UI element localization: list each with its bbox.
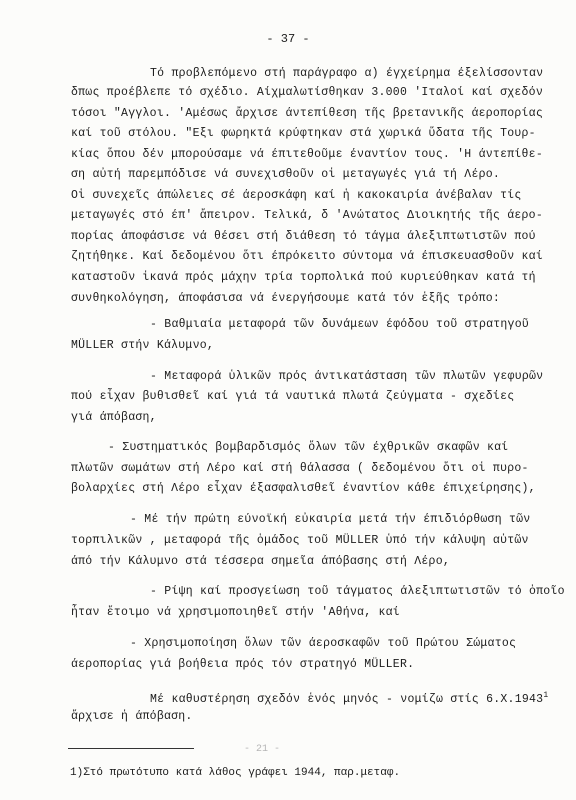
text-line-content: Μέ καθυστέρηση σχεδόν ἑνός μηνός - νομίζω στίς 6.Χ.1943 — [150, 692, 544, 706]
text-line: πορίας άποφάσισε νά θέσει στή διάθεση τό τάγμα άλεξιπτωτιστῶν πού — [71, 230, 536, 243]
list-item-line: - Μέ τήν πρώτη εύνοϊκή εὐκαιρία μετά τήν έπιδιόρθωση τῶν — [130, 513, 531, 526]
text-line: ζητήθηκε. Καί δεδομένου ὅτι έπρόκειτο σύντομα νά έπισκευασθοῦν καί — [71, 250, 543, 263]
list-item-line: πλωτῶν σωμάτων στή Λέρο καί στή θάλασσα ( δεδομένου ὅτι οἱ πυρο- — [71, 462, 529, 475]
text-line: κίας ὅπου δέν μπορούσαμε νά έπιτεθοῦμε έναντίον τους. 'Η άντεπίθε- — [71, 148, 543, 161]
text-line: καταστοῦν ἱκανά πρός μάχην τρία τορπολικά πού κυριεύθηκαν κατά τή — [71, 271, 536, 284]
text-line: συνθηκολόγηση, άποφάσισα νά ένεργήσουμε κατά τόν ἑξῆς τρόπο: — [71, 292, 501, 305]
list-item-line: - Μεταφορά ὑλικῶν πρός άντικατάσταση τῶν πλωτῶν γεφυρῶν — [150, 370, 544, 383]
list-item-line: ἦταν ἕτοιμο νά χρησιμοποιηθεῖ στήν 'Αθήνα, καί — [71, 606, 400, 619]
text-line: ἄρχισε ἡ άπόβαση. — [71, 710, 193, 723]
page-number: - 37 - — [266, 32, 310, 46]
text-line: καί τοῦ στόλου. "Εξι φωρηκτά κρύφτηκαν στά χωρικά ὕδατα τῆς Τουρ- — [71, 127, 536, 140]
list-item-line: γιά άπόβαση, — [71, 411, 157, 424]
text-line: Οἱ συνεχεῖς άπώλειες σέ άεροσκάφη καί ἡ κακοκαιρία άνέβαλαν τίς — [71, 189, 522, 202]
text-line: δπως προέβλεπε τό σχέδιο. Αίχμαλωτίσθηκαν 3.000 'Ιταλοί καί σχεδόν — [71, 86, 543, 99]
list-item-line: βολαρχίες στή Λέρο εἶχαν έξασφαλισθεῖ έναντίον κάθε έπιχείρησης), — [71, 482, 536, 495]
list-item-line: τορπιλικῶν , μεταφορά τῆς ὁμάδος τοῦ MÜLLER ὑπό τήν κάλυψη αὐτῶν — [71, 534, 529, 547]
list-item-line: - Βαθμιαία μεταφορά τῶν δυνάμεων έφόδου τοῦ στρατηγοῦ — [150, 318, 530, 331]
list-item-line: - Συστηματικός βομβαρδισμός ὅλων τῶν έχθρικῶν σκαφῶν καί — [108, 441, 509, 454]
footnote-text: 1)Στό πρωτότυπο κατά λάθος γράφει 1944, παρ.μεταφ. — [70, 767, 401, 779]
list-item-line: άεροπορίας γιά βοήθεια πρός τόν στρατηγό MÜLLER. — [71, 658, 415, 671]
text-line — [150, 689, 548, 707]
footnote-separator — [68, 748, 194, 749]
text-line: τόσοι "Αγγλοι. 'Αμέσως ἄρχισε άντεπίθεση τῆς βρετανικῆς άεροπορίας — [71, 107, 543, 120]
list-item-line: - Ρίψη καί προσγείωση τοῦ τάγματος άλεξιπτωτιστῶν τό ὁποῖο — [150, 585, 565, 598]
text-line: μεταγωγές στό έπ' ἄπειρον. Τελικά, δ 'Ανώτατος Διοικητής τῆς άερο- — [71, 209, 543, 222]
list-item-line: πού εἶχαν βυθισθεῖ καί γιά τά ναυτικά πλωτά ζεύγματα - σχεδίες — [71, 390, 515, 403]
faint-page-mark: - 21 - — [244, 744, 281, 755]
text-line: ση αὐτή παρεμπόδισε νά συνεχισθοῦν οἱ μεταγωγές γιά τή Λέρο. — [71, 168, 501, 181]
list-item-line: - Χρησιμοποίηση ὅλων τῶν άεροσκαφῶν τοῦ Πρώτου Σώματος — [130, 637, 517, 650]
list-item-line: MÜLLER στήν Κάλυμνο, — [71, 339, 215, 352]
footnote-marker: 1 — [543, 691, 549, 700]
text-line: Τό προβλεπόμενο στή παράγραφο α) έγχείρημα έξελίσσονταν — [150, 67, 544, 80]
list-item-line: άπό τήν Κάλυμνο στά τέσσερα σημεῖα άπόβασης στή Λέρο, — [71, 555, 451, 568]
